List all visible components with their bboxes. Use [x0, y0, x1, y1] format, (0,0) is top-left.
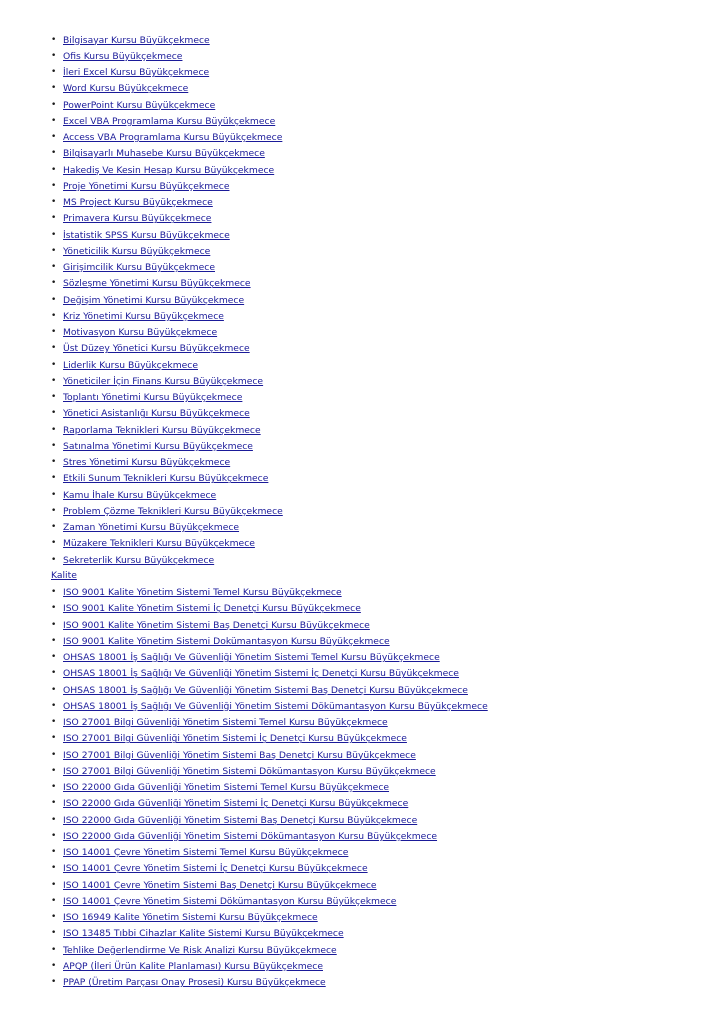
list-item — [51, 97, 711, 113]
bullet-icon: • — [51, 278, 57, 289]
course-link[interactable]: ISO 14001 Çevre Yönetim Sistemi İç Denetçi Kursu Büyükçekmece — [63, 863, 368, 875]
course-link[interactable]: ISO 9001 Kalite Yönetim Sistemi Baş Denetçi Kursu Büyükçekmece — [63, 619, 370, 631]
course-link[interactable]: PPAP (Üretim Parçası Onay Prosesi) Kursu Büyükçekmece — [63, 977, 326, 989]
bullet-icon: • — [51, 684, 57, 695]
list-item — [51, 617, 711, 633]
bullet-icon: • — [51, 912, 57, 923]
bullet-icon: • — [51, 977, 57, 988]
bullet-icon: • — [51, 619, 57, 630]
list-item — [51, 666, 711, 682]
bullet-icon: • — [51, 635, 57, 646]
list-item — [51, 146, 711, 162]
list-item — [51, 601, 711, 617]
bullet-icon: • — [51, 717, 57, 728]
list-item — [51, 471, 711, 487]
bullet-icon: • — [51, 700, 57, 711]
bullet-icon: • — [51, 522, 57, 533]
bullet-icon: • — [51, 148, 57, 159]
list-item — [51, 942, 711, 958]
bullet-icon: • — [51, 765, 57, 776]
course-link[interactable]: Yönetici Asistanlığı Kursu Büyükçekmece — [63, 408, 250, 420]
list-item — [51, 861, 711, 877]
list-item — [51, 715, 711, 731]
bullet-icon: • — [51, 359, 57, 370]
course-link[interactable]: ISO 9001 Kalite Yönetim Sistemi Dokümantasyon Kursu Büyükçekmece — [63, 635, 390, 647]
course-link[interactable]: OHSAS 18001 İş Sağlığı Ve Güvenliği Yönetim Sistemi İç Denetçi Kursu Büyükçekmece — [63, 668, 459, 680]
list-item — [51, 763, 711, 779]
bullet-icon: • — [51, 554, 57, 565]
bullet-icon: • — [51, 587, 57, 598]
course-link[interactable]: Ofis Kursu Büyükçekmece — [63, 50, 183, 62]
course-link[interactable]: Tehlike Değerlendirme Ve Risk Analizi Kursu Büyükçekmece — [63, 944, 337, 956]
course-link[interactable]: İstatistik SPSS Kursu Büyükçekmece — [63, 229, 230, 241]
course-link[interactable]: Sekreterlik Kursu Büyükçekmece — [63, 554, 215, 566]
bullet-icon: • — [51, 245, 57, 256]
list-item — [51, 130, 711, 146]
course-link[interactable]: Stres Yönetimi Kursu Büyükçekmece — [63, 457, 231, 469]
course-link[interactable]: Zaman Yönetimi Kursu Büyükçekmece — [63, 522, 240, 534]
list-item — [51, 910, 711, 926]
list-item — [51, 455, 711, 471]
list-item — [51, 780, 711, 796]
bullet-icon: • — [51, 489, 57, 500]
list-item — [51, 828, 711, 844]
course-link[interactable]: ISO 14001 Çevre Yönetim Sistemi Baş Denetçi Kursu Büyükçekmece — [63, 879, 377, 891]
bullet-icon: • — [51, 538, 57, 549]
bullet-icon: • — [51, 392, 57, 403]
course-link[interactable]: ISO 16949 Kalite Yönetim Sistemi Kursu Büyükçekmece — [63, 912, 318, 924]
bullet-icon: • — [51, 197, 57, 208]
course-link[interactable]: Hakediş Ve Kesin Hesap Kursu Büyükçekmece — [63, 164, 275, 176]
list-item — [51, 487, 711, 503]
bullet-icon: • — [51, 863, 57, 874]
bullet-icon: • — [51, 310, 57, 321]
bullet-icon: • — [51, 262, 57, 273]
list-item — [51, 633, 711, 649]
bullet-icon: • — [51, 830, 57, 841]
course-link[interactable]: ISO 22000 Gıda Güvenliği Yönetim Sistemi Temel Kursu Büyükçekmece — [63, 782, 390, 794]
bullet-icon: • — [51, 132, 57, 143]
course-link[interactable]: ISO 22000 Gıda Güvenliği Yönetim Sistemi İç Denetçi Kursu Büyükçekmece — [63, 798, 409, 810]
list-item — [51, 81, 711, 97]
bullet-icon: • — [51, 213, 57, 224]
list-item — [51, 178, 711, 194]
bullet-icon: • — [51, 83, 57, 94]
course-link[interactable]: ISO 14001 Çevre Yönetim Sistemi Dökümantasyon Kursu Büyükçekmece — [63, 895, 397, 907]
bullet-icon: • — [51, 603, 57, 614]
document-page — [51, 32, 711, 991]
course-link[interactable]: Word Kursu Büyükçekmece — [63, 83, 189, 95]
course-link[interactable]: Yöneticiler İçin Finans Kursu Büyükçekmece — [63, 375, 264, 387]
list-item — [51, 845, 711, 861]
list-item — [51, 975, 711, 991]
course-link[interactable]: PowerPoint Kursu Büyükçekmece — [63, 99, 216, 111]
bullet-icon: • — [51, 180, 57, 191]
bullet-icon: • — [51, 424, 57, 435]
course-link[interactable]: Proje Yönetimi Kursu Büyükçekmece — [63, 180, 230, 192]
list-item — [51, 48, 711, 64]
list-item — [51, 292, 711, 308]
list-item — [51, 812, 711, 828]
bullet-icon: • — [51, 115, 57, 126]
course-link[interactable]: ISO 14001 Çevre Yönetim Sistemi Temel Kursu Büyükçekmece — [63, 847, 349, 859]
list-item — [51, 422, 711, 438]
bullet-icon: • — [51, 34, 57, 45]
bullet-icon: • — [51, 327, 57, 338]
course-link[interactable]: Müzakere Teknikleri Kursu Büyükçekmece — [63, 538, 255, 550]
course-link[interactable]: İleri Excel Kursu Büyükçekmece — [63, 67, 210, 79]
course-link[interactable]: Raporlama Teknikleri Kursu Büyükçekmece — [63, 424, 261, 436]
list-item — [51, 211, 711, 227]
course-link[interactable]: ISO 27001 Bilgi Güvenliği Yönetim Sistemi Dökümantasyon Kursu Büyükçekmece — [63, 765, 436, 777]
list-item — [51, 585, 711, 601]
bullet-icon: • — [51, 457, 57, 468]
bullet-icon: • — [51, 798, 57, 809]
bullet-icon: • — [51, 879, 57, 890]
list-item — [51, 926, 711, 942]
list-item — [51, 260, 711, 276]
bullet-icon: • — [51, 960, 57, 971]
section-heading-kalite[interactable]: Kalite — [51, 570, 77, 582]
bullet-icon: • — [51, 847, 57, 858]
course-link[interactable]: Sözleşme Yönetimi Kursu Büyükçekmece — [63, 278, 251, 290]
bullet-icon: • — [51, 408, 57, 419]
course-link[interactable]: Liderlik Kursu Büyükçekmece — [63, 359, 199, 371]
list-item — [51, 195, 711, 211]
list-item — [51, 341, 711, 357]
bullet-icon: • — [51, 652, 57, 663]
list-item — [51, 162, 711, 178]
course-list-general — [51, 32, 711, 568]
list-item — [51, 438, 711, 454]
list-item — [51, 243, 711, 259]
list-item — [51, 373, 711, 389]
list-item — [51, 32, 711, 48]
course-link[interactable]: Problem Çözme Teknikleri Kursu Büyükçekmece — [63, 505, 283, 517]
list-item — [51, 552, 711, 568]
course-link[interactable]: ISO 27001 Bilgi Güvenliği Yönetim Sistemi Temel Kursu Büyükçekmece — [63, 717, 388, 729]
course-link[interactable]: APQP (İleri Ürün Kalite Planlaması) Kursu Büyükçekmece — [63, 960, 323, 972]
course-link[interactable]: Excel VBA Programlama Kursu Büyükçekmece — [63, 115, 276, 127]
course-link[interactable]: ISO 13485 Tıbbi Cihazlar Kalite Sistemi Kursu Büyükçekmece — [63, 928, 344, 940]
course-link[interactable]: ISO 22000 Gıda Güvenliği Yönetim Sistemi Dökümantasyon Kursu Büyükçekmece — [63, 830, 438, 842]
course-link[interactable]: Primavera Kursu Büyükçekmece — [63, 213, 212, 225]
course-link[interactable]: ISO 27001 Bilgi Güvenliği Yönetim Sistemi Baş Denetçi Kursu Büyükçekmece — [63, 749, 416, 761]
course-link[interactable]: Satınalma Yönetimi Kursu Büyükçekmece — [63, 440, 253, 452]
list-item — [51, 308, 711, 324]
course-link[interactable]: OHSAS 18001 İş Sağlığı Ve Güvenliği Yönetim Sistemi Baş Denetçi Kursu Büyükçekmece — [63, 684, 468, 696]
course-link[interactable]: Access VBA Programlama Kursu Büyükçekmece — [63, 132, 283, 144]
course-link[interactable]: Kamu İhale Kursu Büyükçekmece — [63, 489, 217, 501]
bullet-icon: • — [51, 99, 57, 110]
course-link[interactable]: OHSAS 18001 İş Sağlığı Ve Güvenliği Yönetim Sistemi Dökümantasyon Kursu Büyükçekmece — [63, 700, 488, 712]
list-item — [51, 731, 711, 747]
bullet-icon: • — [51, 928, 57, 939]
list-item — [51, 113, 711, 129]
list-item — [51, 227, 711, 243]
list-item — [51, 390, 711, 406]
list-item — [51, 406, 711, 422]
course-link[interactable]: Yöneticilik Kursu Büyükçekmece — [63, 245, 211, 257]
course-link[interactable]: Etkili Sunum Teknikleri Kursu Büyükçekmece — [63, 473, 269, 485]
bullet-icon: • — [51, 473, 57, 484]
list-item — [51, 325, 711, 341]
list-item — [51, 65, 711, 81]
list-item — [51, 503, 711, 519]
course-link[interactable]: ISO 9001 Kalite Yönetim Sistemi İç Denetçi Kursu Büyükçekmece — [63, 603, 361, 615]
course-link[interactable]: Değişim Yönetimi Kursu Büyükçekmece — [63, 294, 245, 306]
course-link[interactable]: ISO 22000 Gıda Güvenliği Yönetim Sistemi Baş Denetçi Kursu Büyükçekmece — [63, 814, 418, 826]
list-item — [51, 536, 711, 552]
course-link[interactable]: Üst Düzey Yönetici Kursu Büyükçekmece — [63, 343, 250, 355]
bullet-icon: • — [51, 229, 57, 240]
course-link[interactable]: ISO 27001 Bilgi Güvenliği Yönetim Sistemi İç Denetçi Kursu Büyükçekmece — [63, 733, 407, 745]
course-link[interactable]: Bilgisayarlı Muhasebe Kursu Büyükçekmece — [63, 148, 265, 160]
bullet-icon: • — [51, 782, 57, 793]
bullet-icon: • — [51, 749, 57, 760]
bullet-icon: • — [51, 814, 57, 825]
list-item — [51, 698, 711, 714]
list-item — [51, 682, 711, 698]
course-link[interactable]: Toplantı Yönetimi Kursu Büyükçekmece — [63, 392, 243, 404]
bullet-icon: • — [51, 733, 57, 744]
course-link[interactable]: MS Project Kursu Büyükçekmece — [63, 197, 213, 209]
list-item — [51, 650, 711, 666]
course-link[interactable]: OHSAS 18001 İş Sağlığı Ve Güvenliği Yönetim Sistemi Temel Kursu Büyükçekmece — [63, 652, 440, 664]
bullet-icon: • — [51, 375, 57, 386]
list-item — [51, 276, 711, 292]
course-link[interactable]: Bilgisayar Kursu Büyükçekmece — [63, 34, 210, 46]
course-list-kalite — [51, 585, 711, 991]
bullet-icon: • — [51, 343, 57, 354]
bullet-icon: • — [51, 895, 57, 906]
bullet-icon: • — [51, 67, 57, 78]
bullet-icon: • — [51, 944, 57, 955]
list-item — [51, 357, 711, 373]
course-link[interactable]: ISO 9001 Kalite Yönetim Sistemi Temel Kursu Büyükçekmece — [63, 587, 342, 599]
bullet-icon: • — [51, 294, 57, 305]
bullet-icon: • — [51, 668, 57, 679]
course-link[interactable]: Motivasyon Kursu Büyükçekmece — [63, 327, 218, 339]
list-item — [51, 520, 711, 536]
course-link[interactable]: Kriz Yönetimi Kursu Büyükçekmece — [63, 310, 224, 322]
bullet-icon: • — [51, 164, 57, 175]
list-item — [51, 796, 711, 812]
list-item — [51, 958, 711, 974]
list-item — [51, 747, 711, 763]
course-link[interactable]: Girişimcilik Kursu Büyükçekmece — [63, 262, 215, 274]
bullet-icon: • — [51, 505, 57, 516]
bullet-icon: • — [51, 440, 57, 451]
bullet-icon: • — [51, 50, 57, 61]
list-item — [51, 877, 711, 893]
list-item — [51, 893, 711, 909]
